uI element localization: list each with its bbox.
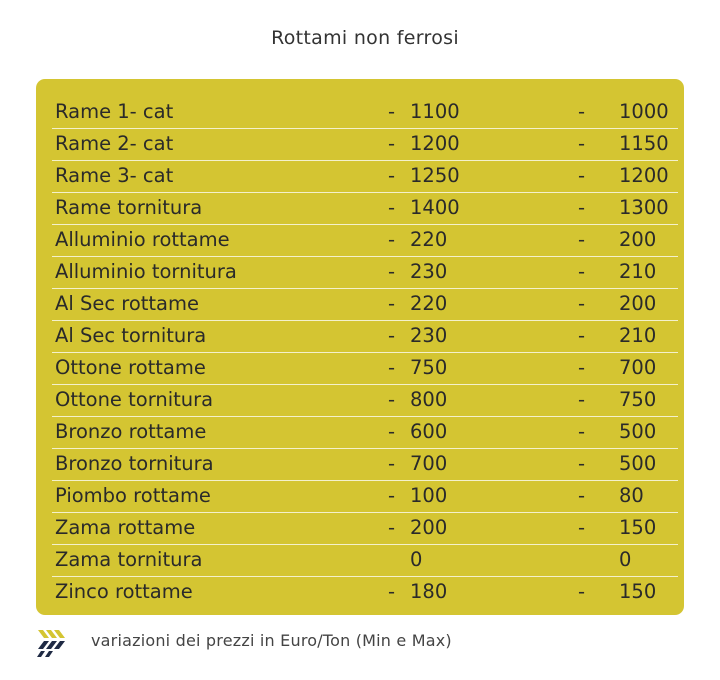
chevron-arrows-lower	[38, 641, 65, 649]
min-price: 600	[410, 420, 448, 443]
table-row	[52, 289, 678, 321]
max-price: 1200	[619, 164, 669, 187]
max-dash: -	[578, 164, 586, 187]
material-name: Zama rottame	[55, 516, 196, 539]
material-name: Rame 2- cat	[55, 132, 174, 155]
table-row	[52, 417, 678, 449]
min-price: 220	[410, 228, 448, 251]
material-name: Bronzo rottame	[55, 420, 207, 443]
material-name: Ottone rottame	[55, 356, 206, 379]
table-row	[52, 481, 678, 513]
min-price: 200	[410, 516, 448, 539]
min-dash: -	[388, 420, 396, 443]
max-price: 1300	[619, 196, 669, 219]
max-dash: -	[578, 420, 586, 443]
max-price: 750	[619, 388, 657, 411]
min-dash: -	[388, 292, 396, 315]
min-dash: -	[388, 580, 396, 603]
table-row	[52, 225, 678, 257]
max-dash: -	[578, 324, 586, 347]
min-price: 750	[410, 356, 448, 379]
min-dash: -	[388, 196, 396, 219]
chevron-arrows-icon	[34, 628, 70, 660]
chevron-arrows-upper	[38, 630, 65, 638]
material-name: Zama tornitura	[55, 548, 203, 571]
material-name: Alluminio rottame	[55, 228, 230, 251]
table-row	[52, 193, 678, 225]
max-dash: -	[578, 292, 586, 315]
min-price: 1250	[410, 164, 460, 187]
max-dash: -	[578, 516, 586, 539]
table-row	[52, 353, 678, 385]
table-row	[52, 513, 678, 545]
max-price: 200	[619, 292, 657, 315]
table-row	[52, 577, 678, 609]
material-name: Piombo rottame	[55, 484, 211, 507]
max-price: 200	[619, 228, 657, 251]
max-price: 1000	[619, 100, 669, 123]
min-dash: -	[388, 132, 396, 155]
material-name: Rame tornitura	[55, 196, 203, 219]
max-price: 210	[619, 324, 657, 347]
min-price: 230	[410, 324, 448, 347]
min-price: 800	[410, 388, 448, 411]
min-price: 0	[410, 548, 423, 571]
table-row	[52, 385, 678, 417]
table-row	[52, 97, 678, 129]
max-dash: -	[578, 260, 586, 283]
material-name: Zinco rottame	[55, 580, 193, 603]
max-dash: -	[578, 196, 586, 219]
min-price: 230	[410, 260, 448, 283]
max-price: 80	[619, 484, 644, 507]
footer-note: variazioni dei prezzi in Euro/Ton (Min e Max)	[91, 631, 452, 650]
min-dash: -	[388, 484, 396, 507]
max-dash: -	[578, 484, 586, 507]
table-row	[52, 129, 678, 161]
min-dash: -	[388, 260, 396, 283]
min-price: 1400	[410, 196, 460, 219]
price-table	[36, 79, 684, 615]
table-row	[52, 321, 678, 353]
min-price: 1100	[410, 100, 460, 123]
max-dash: -	[578, 100, 586, 123]
min-dash: -	[388, 516, 396, 539]
max-price: 500	[619, 452, 657, 475]
max-dash: -	[578, 228, 586, 251]
min-price: 100	[410, 484, 448, 507]
max-dash: -	[578, 580, 586, 603]
material-name: Rame 3- cat	[55, 164, 174, 187]
min-price: 220	[410, 292, 448, 315]
max-dash: -	[578, 388, 586, 411]
min-dash: -	[388, 356, 396, 379]
table-row	[52, 161, 678, 193]
material-name: Bronzo tornitura	[55, 452, 214, 475]
max-price: 150	[619, 580, 657, 603]
chevron-arrows-tail	[37, 651, 53, 657]
max-price: 500	[619, 420, 657, 443]
max-price: 1150	[619, 132, 669, 155]
max-dash: -	[578, 452, 586, 475]
min-dash: -	[388, 388, 396, 411]
page-title: Rottami non ferrosi	[271, 27, 459, 49]
min-dash: -	[388, 164, 396, 187]
min-price: 1200	[410, 132, 460, 155]
material-name: Al Sec tornitura	[55, 324, 207, 347]
material-name: Ottone tornitura	[55, 388, 214, 411]
material-name: Al Sec rottame	[55, 292, 200, 315]
table-row	[52, 545, 678, 577]
max-price: 700	[619, 356, 657, 379]
max-dash: -	[578, 356, 586, 379]
material-name: Alluminio tornitura	[55, 260, 237, 283]
max-price: 210	[619, 260, 657, 283]
min-price: 700	[410, 452, 448, 475]
min-price: 180	[410, 580, 448, 603]
min-dash: -	[388, 324, 396, 347]
table-row	[52, 257, 678, 289]
table-row	[52, 449, 678, 481]
max-price: 150	[619, 516, 657, 539]
max-dash: -	[578, 132, 586, 155]
min-dash: -	[388, 452, 396, 475]
min-dash: -	[388, 228, 396, 251]
max-price: 0	[619, 548, 632, 571]
material-name: Rame 1- cat	[55, 100, 174, 123]
min-dash: -	[388, 100, 396, 123]
